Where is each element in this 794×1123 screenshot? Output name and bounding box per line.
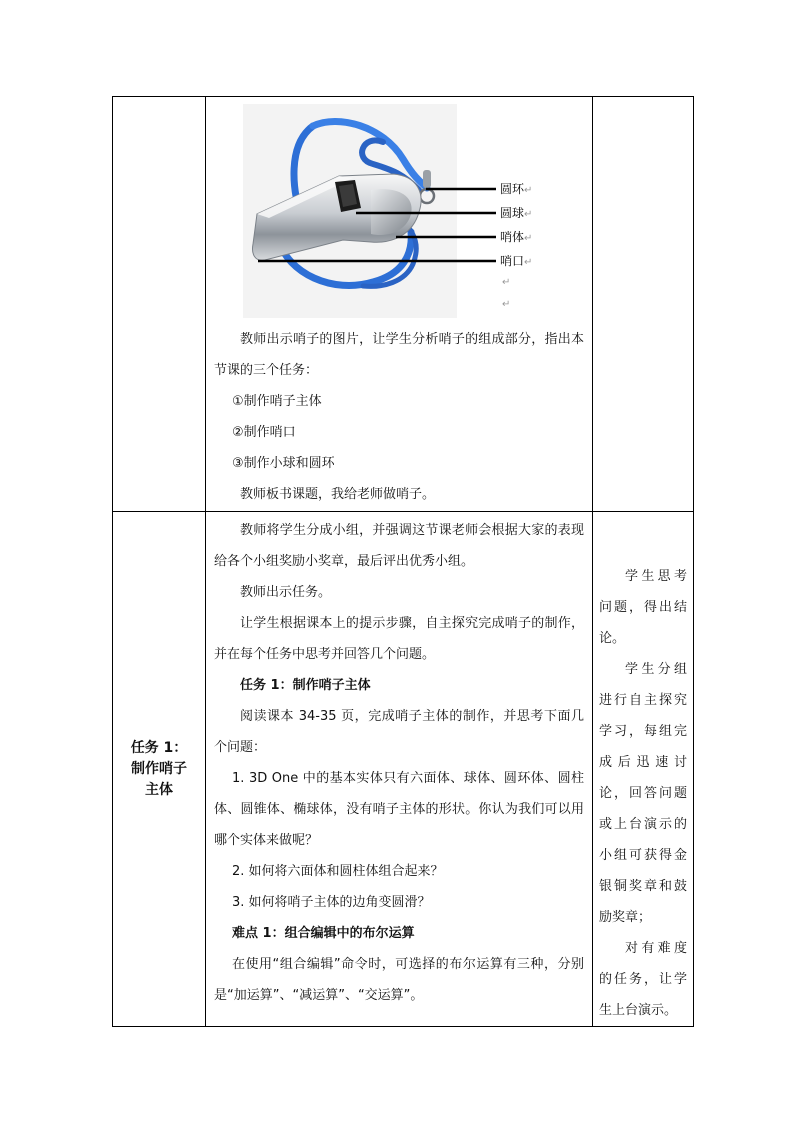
callout-ball <box>500 206 532 222</box>
task-item: ③制作小球和圆环 <box>232 456 335 471</box>
task-label-line: 任务 1： <box>130 739 188 756</box>
callout-label: 哨体 <box>500 230 525 244</box>
paragraph-mark: ↵ <box>524 209 533 220</box>
task-label-cell <box>113 512 206 1027</box>
paragraph: 教师出示任务。 <box>240 585 332 600</box>
paragraph-mark: ↵ <box>524 185 533 196</box>
task-heading: 任务 1：制作哨子主体 <box>240 678 371 693</box>
paragraph-mark: ↵ <box>524 257 533 268</box>
difficulty-heading: 难点 1：组合编辑中的布尔运算 <box>232 926 415 941</box>
content-cell <box>206 97 593 512</box>
student-activity-cell <box>593 512 694 1027</box>
difficulty-paragraph: 在使用“组合编辑”命令时，可选择的布尔运算有三种，分别是“加运算”、“减运算”、“交运算”。 <box>214 957 584 1003</box>
student-activity-paragraph: 学生思考问题，得出结论。 <box>599 569 687 646</box>
paragraph-mark: ↵ <box>502 299 511 310</box>
callout-lines <box>206 97 592 321</box>
question-item: 2. 如何将六面体和圆柱体组合起来？ <box>232 864 444 879</box>
student-activity-paragraph: 对有难度的任务，让学生上台演示。 <box>599 941 687 1018</box>
label-cell-empty <box>113 97 206 512</box>
student-activity-paragraph: 学生分组进行自主探究学习，每组完成后迅速讨论，回答问题或上台演示的小组可获得金银铜奖章和鼓励奖章； <box>599 662 687 925</box>
task-item: ①制作哨子主体 <box>232 394 322 409</box>
closing-paragraph: 教师板书课题，我给老师做哨子。 <box>240 487 436 502</box>
question-item: 1. 3D One 中的基本实体只有六面体、球体、圆环体、圆柱体、圆锥体、椭球体，没有哨子主体的形状。你认为我们可以用哪个实体来做呢？ <box>214 771 584 848</box>
lesson-plan-table <box>112 96 694 1027</box>
callout-label: 圆环 <box>500 182 525 196</box>
task-item: ②制作哨口 <box>232 425 296 440</box>
paragraph-mark: ↵ <box>502 277 511 288</box>
question-item: 3. 如何将哨子主体的边角变圆滑？ <box>232 895 431 910</box>
content-cell <box>206 512 593 1027</box>
task-label <box>131 738 188 801</box>
paragraph: 让学生根据课本上的提示步骤，自主探究完成哨子的制作，并在每个任务中思考并回答几个问题。 <box>214 616 584 662</box>
task-label-line: 主体 <box>145 781 173 798</box>
table-row <box>113 97 694 512</box>
reading-paragraph: 阅读课本 34-35 页，完成哨子主体的制作，并思考下面几个问题： <box>214 709 584 755</box>
callout-ring <box>500 182 532 198</box>
table-row <box>113 512 694 1027</box>
callout-label: 哨口 <box>500 254 525 268</box>
callout-body <box>500 230 532 246</box>
task-label-line: 制作哨子 <box>131 760 187 777</box>
whistle-figure <box>206 97 592 321</box>
paragraph-mark: ↵ <box>524 233 533 244</box>
side-cell-empty <box>593 97 694 512</box>
callout-label: 圆球 <box>500 206 525 220</box>
callout-mouth <box>500 254 532 270</box>
paragraph: 教师将学生分成小组，并强调这节课老师会根据大家的表现给各个小组奖励小奖章，最后评出优秀小组。 <box>214 523 584 569</box>
intro-paragraph: 教师出示哨子的图片，让学生分析哨子的组成部分，指出本节课的三个任务： <box>214 332 584 378</box>
